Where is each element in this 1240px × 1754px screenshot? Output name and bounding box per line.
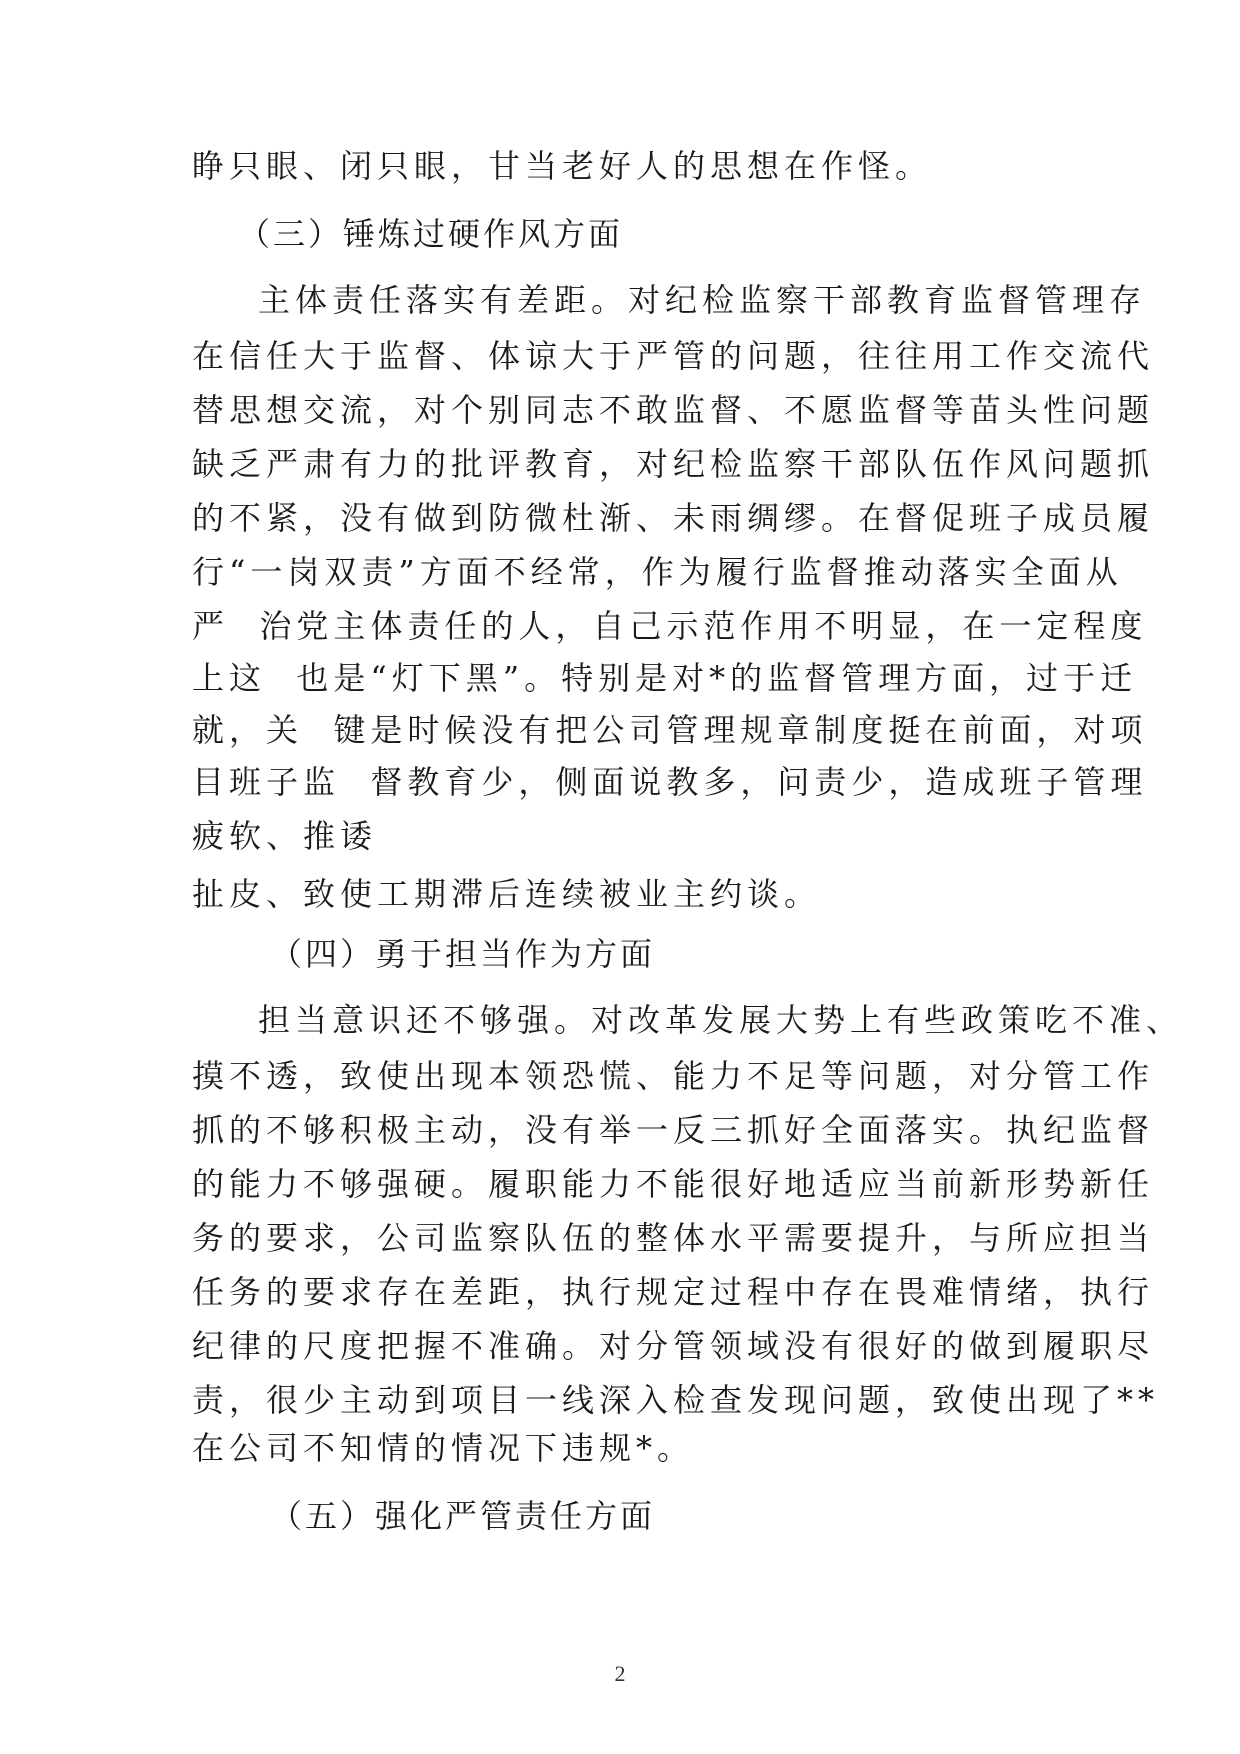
text-line: 摸不透，致使出现本领恐慌、能力不足等问题，对分管工作	[192, 1057, 1155, 1095]
text-line: 严 治党主体责任的人，自己示范作用不明显，在一定程度	[192, 607, 1148, 645]
section-heading-3: （三）锤炼过硬作风方面	[238, 215, 624, 253]
text-line: 的不紧，没有做到防微杜渐、未雨绸缪。在督促班子成员履	[192, 499, 1155, 537]
text-line: 替思想交流，对个别同志不敢监督、不愿监督等苗头性问题	[192, 391, 1155, 429]
text-line: 的能力不够强硬。履职能力不能很好地适应当前新形势新任	[192, 1165, 1155, 1203]
text-line: 缺乏严肃有力的批评教育，对纪检监察干部队伍作风问题抓	[192, 445, 1155, 483]
text-line: 行“一岗双责”方面不经常，作为履行监督推动落实全面从	[192, 553, 1123, 591]
text-line: 扯皮、致使工期滞后连续被业主约谈。	[192, 875, 822, 913]
text-line: 就，关 键是时候没有把公司管理规章制度挺在前面，对项	[192, 711, 1148, 749]
text-line: 务的要求，公司监察队伍的整体水平需要提升，与所应担当	[192, 1219, 1155, 1257]
text-line: 责，很少主动到项目一线深入检查发现问题，致使出现了**	[192, 1381, 1160, 1419]
page-number: 2	[614, 1661, 626, 1686]
text-line: 在公司不知情的情况下违规*。	[192, 1429, 695, 1467]
text-line: 目班子监 督教育少，侧面说教多，问责少，造成班子管理	[192, 763, 1148, 801]
text-line: 疲软、推诿	[192, 817, 378, 855]
paragraph-start-line: 主体责任落实有差距。对纪检监察干部教育监督管理存	[258, 281, 1147, 319]
section-heading-5: （五）强化严管责任方面	[270, 1497, 656, 1535]
section-heading-4: （四）勇于担当作为方面	[270, 935, 656, 973]
paragraph-start-line: 担当意识还不够强。对改革发展大势上有些政策吃不准、	[258, 1001, 1184, 1039]
text-line: 睁只眼、闭只眼，甘当老好人的思想在作怪。	[192, 147, 933, 185]
text-line: 上这 也是“灯下黑”。特别是对*的监督管理方面，过于迁	[192, 659, 1138, 697]
text-line: 任务的要求存在差距，执行规定过程中存在畏难情绪，执行	[192, 1273, 1155, 1311]
text-line: 抓的不够积极主动，没有举一反三抓好全面落实。执纪监督	[192, 1111, 1155, 1149]
text-line: 纪律的尺度把握不准确。对分管领域没有很好的做到履职尽	[192, 1327, 1155, 1365]
text-line: 在信任大于监督、体谅大于严管的问题，往往用工作交流代	[192, 337, 1155, 375]
